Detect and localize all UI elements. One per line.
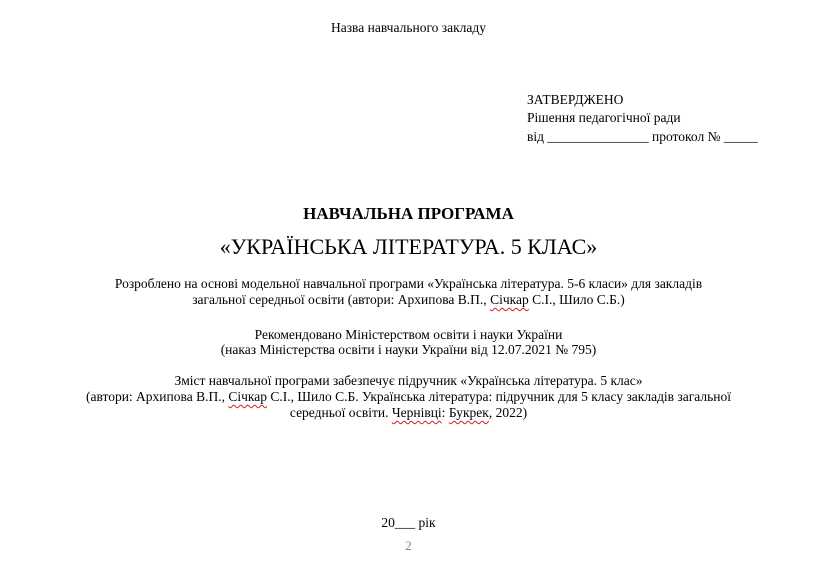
content-line-1: Зміст навчальної програми забезпечує підручник «Українська література. 5 клас» (174, 373, 643, 388)
developed-text-pre: загальної середньої освіти (автори: Архипова В.П., (192, 292, 491, 307)
year-line: 20___ рік (381, 515, 436, 530)
content-text-post: С.І., Шило С.Б. Українська література: підручник для 5 класу закладів загальної (266, 389, 732, 404)
institution-name: Назва навчального закладу (330, 20, 487, 35)
publisher-spellcheck: Букрек (448, 405, 489, 420)
page-number: 2 (405, 538, 412, 553)
content-text-mid: : (441, 405, 449, 420)
developed-line-1: Розроблено на основі модельної навчальної програми «Українська література. 5-6 класи» для закладів (114, 276, 703, 291)
recommended-line-2: (наказ Міністерства освіти і науки України від 12.07.2021 № 795) (220, 342, 597, 357)
recommended-line-1: Рекомендовано Міністерством освіти і науки України (254, 327, 563, 342)
content-line-3 (0, 405, 817, 421)
developed-line-2 (0, 292, 817, 308)
author-name-spellcheck: Січкар (228, 389, 267, 404)
content-line-2 (0, 389, 817, 405)
program-subtitle: «УКРАЇНСЬКА ЛІТЕРАТУРА. 5 КЛАС» (219, 234, 598, 259)
city-spellcheck: Чернівці (391, 405, 442, 420)
approval-title: ЗАТВЕРДЖЕНО (527, 92, 624, 107)
approval-protocol: від _______________ протокол № _____ (527, 129, 758, 144)
content-text-pre: (автори: Архипова В.П., (85, 389, 229, 404)
approval-decision: Рішення педагогічної ради (527, 110, 681, 125)
program-title: НАВЧАЛЬНА ПРОГРАМА (303, 204, 514, 223)
content-text-pre: середньої освіти. (289, 405, 392, 420)
author-name-spellcheck: Січкар (490, 292, 529, 307)
content-text-post: , 2022) (488, 405, 528, 420)
developed-text-post: С.І., Шило С.Б.) (528, 292, 625, 307)
